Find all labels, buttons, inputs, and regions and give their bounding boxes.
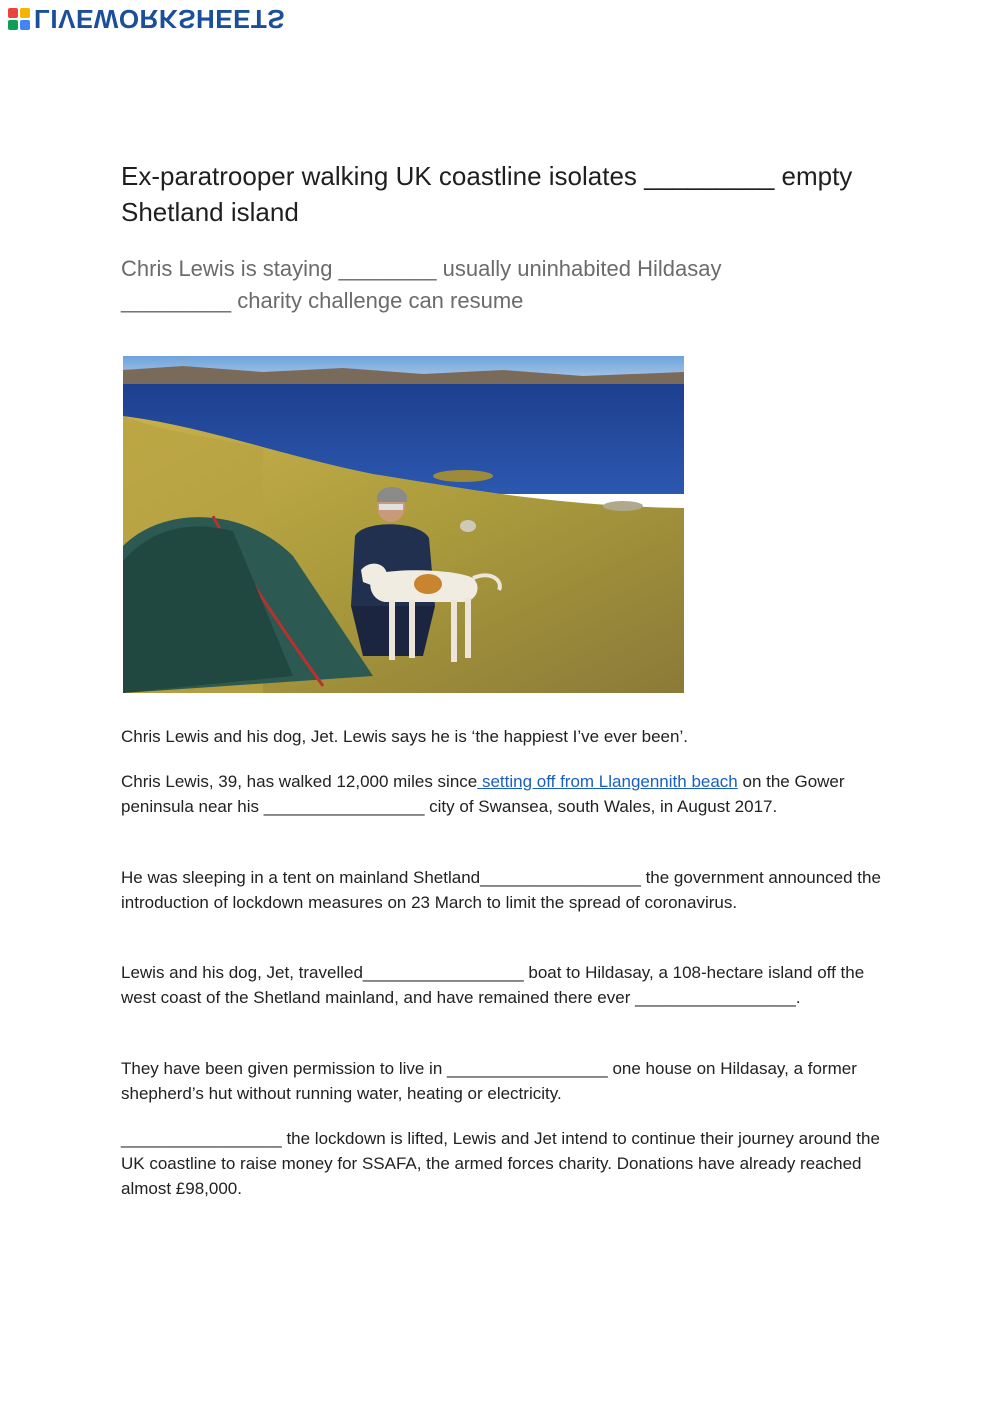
paragraph-3: Lewis and his dog, Jet, travelled_________________ boat to Hildasay, a 108-hectare island off the west coast of the Shetland mainland, and have remained there ever _________________.	[121, 963, 865, 1007]
logo-squares-icon	[8, 8, 30, 30]
paragraph-1-text-after: on the Gower peninsula near his _________________ city of Swansea, south Wales, in August 2017.	[121, 772, 845, 816]
paragraph-1-text-before: Chris Lewis, 39, has walked 12,000 miles since	[121, 772, 478, 791]
paragraph-1	[121, 769, 881, 819]
photo-caption: Chris Lewis and his dog, Jet. Lewis says he is ‘the happiest I’ve ever been’.	[121, 727, 688, 746]
article-photo	[123, 356, 684, 693]
llangennith-beach-link[interactable]: setting off from Llangennith beach	[477, 772, 738, 791]
paragraph-2: He was sleeping in a tent on mainland Shetland_________________ the government announced the introduction of lockdown measures on 23 March to limit the spread of coronavirus.	[121, 868, 881, 912]
article-subtitle: Chris Lewis is staying ________ usually uninhabited Hildasay _________ charity challenge can resume	[121, 256, 722, 313]
photo-illustration	[123, 356, 684, 693]
paragraph-4: They have been given permission to live in _________________ one house on Hildasay, a former shepherd’s hut without running water, heating or electricity.	[121, 1059, 857, 1103]
logo-text: LIVEWORKSHEETS	[34, 4, 286, 34]
liveworksheets-logo	[8, 4, 285, 34]
article-title: Ex-paratrooper walking UK coastline isolates _________ empty Shetland island	[121, 161, 853, 227]
paragraph-5: _________________ the lockdown is lifted, Lewis and Jet intend to continue their journey around the UK coastline to raise money for SSAFA, the armed forces charity. Donations have already reached almost £98,000.	[121, 1129, 880, 1198]
